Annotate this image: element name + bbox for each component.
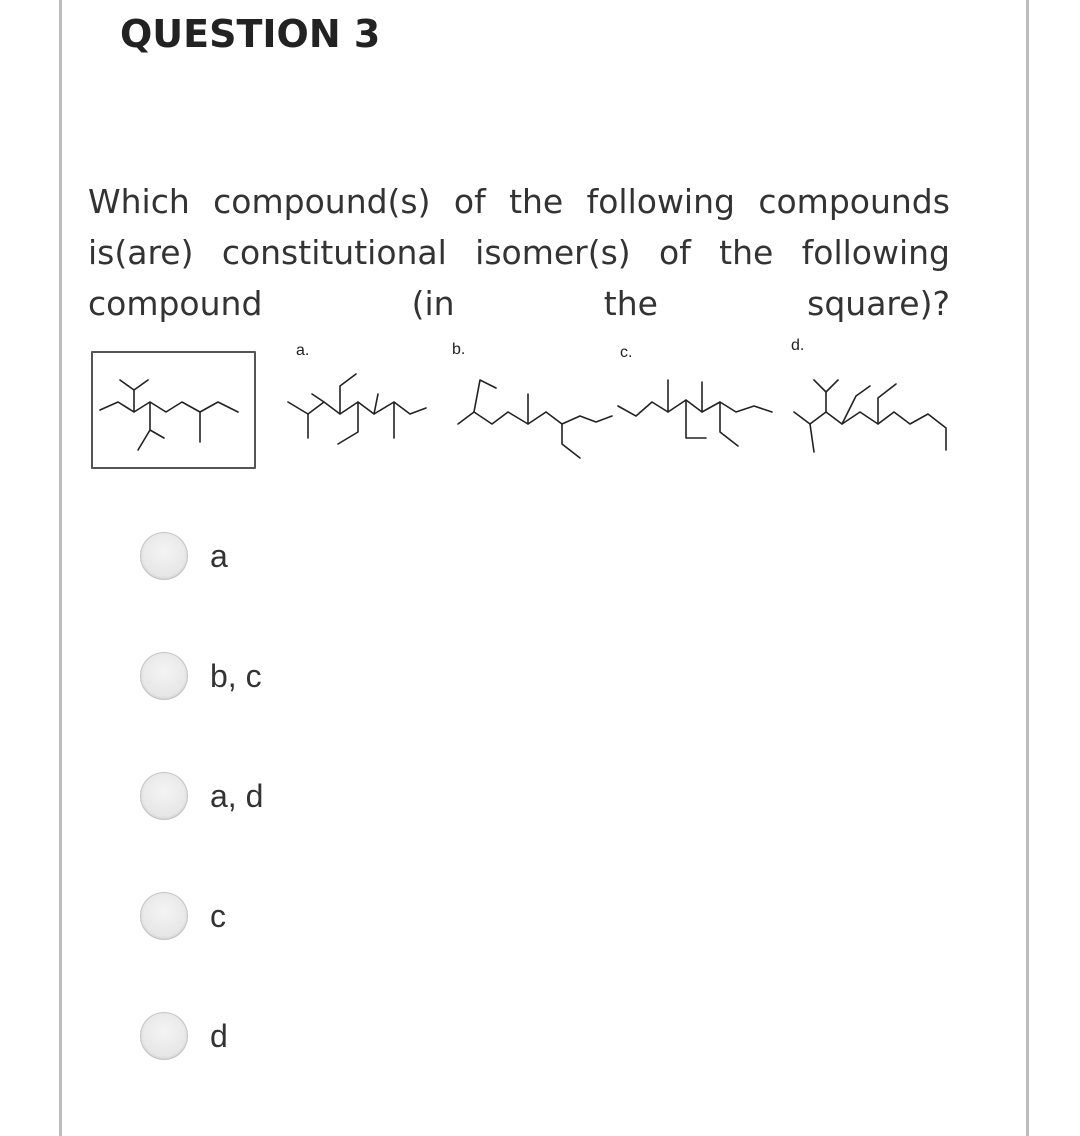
- word: Which: [88, 182, 190, 221]
- radio-button[interactable]: [140, 1012, 188, 1060]
- word: square)?: [807, 284, 950, 323]
- radio-button[interactable]: [140, 532, 188, 580]
- reference-box: [92, 352, 255, 468]
- question-text-line-2: [88, 233, 950, 273]
- option-label: a, d: [210, 777, 264, 814]
- option-a-d[interactable]: [140, 770, 263, 822]
- label-c: c.: [620, 344, 633, 361]
- radio-button[interactable]: [140, 652, 188, 700]
- compound-c: [618, 380, 772, 446]
- compound-b: [458, 380, 612, 458]
- option-label: a: [210, 537, 228, 574]
- word: following: [801, 233, 950, 272]
- word: is(are): [88, 233, 194, 272]
- compound-a: [288, 374, 426, 444]
- word: the: [719, 233, 774, 272]
- option-b-c[interactable]: [140, 650, 262, 702]
- word: of: [453, 182, 486, 221]
- option-label: c: [210, 897, 226, 934]
- word: (in: [411, 284, 455, 323]
- option-c[interactable]: [140, 890, 226, 942]
- label-a: a.: [296, 342, 310, 359]
- option-label: d: [210, 1017, 228, 1054]
- radio-button[interactable]: [140, 892, 188, 940]
- question-title: QUESTION 3: [120, 12, 381, 56]
- word: compounds: [758, 182, 950, 221]
- word: following: [586, 182, 735, 221]
- question-text-line-3: [88, 284, 950, 324]
- option-label: b, c: [210, 657, 262, 694]
- word: the: [603, 284, 658, 323]
- radio-button[interactable]: [140, 772, 188, 820]
- option-a[interactable]: [140, 530, 228, 582]
- label-b: b.: [452, 341, 466, 358]
- word: compound: [88, 284, 263, 323]
- word: compound(s): [213, 182, 431, 221]
- word: isomer(s): [475, 233, 631, 272]
- word: of: [659, 233, 691, 272]
- label-d: d.: [791, 337, 805, 354]
- reference-compound: [100, 380, 238, 450]
- structures-figure: [88, 330, 958, 480]
- question-text-line-1: [88, 182, 950, 222]
- option-d[interactable]: [140, 1010, 228, 1062]
- word: constitutional: [221, 233, 447, 272]
- compound-d: [794, 380, 946, 452]
- word: the: [509, 182, 564, 221]
